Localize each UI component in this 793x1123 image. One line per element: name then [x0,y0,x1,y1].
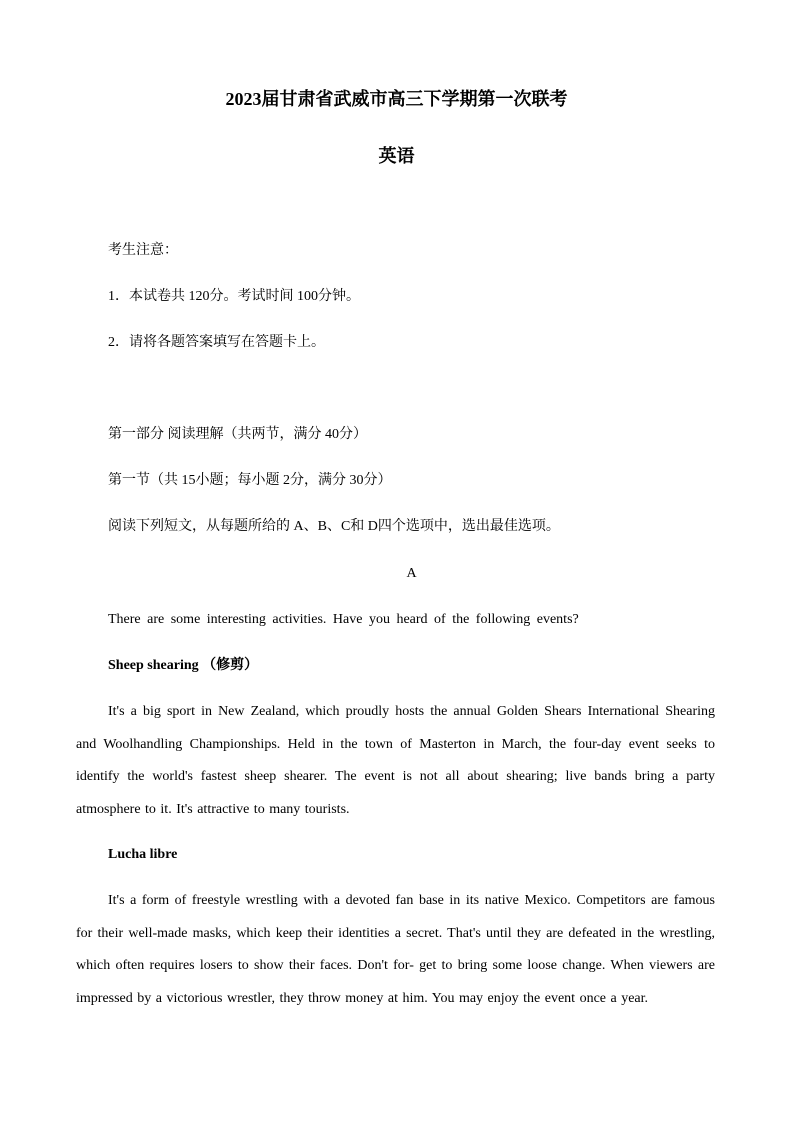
passage-intro: There are some interesting activities. Have you heard of the following events? [108,612,579,627]
part-heading: 第一部分 阅读理解（共两节，满分 40分） [108,427,367,442]
event-paragraph: It's a big sport in New Zealand, which proudly hosts the annual Golden Shears International Shearing and Woolhandling Championships. Held in the town of Masterton in March, the four-day event seeks to identify the world's fastest sheep shearer. The event is not all about shearing; live bands bring a party atmosphere to it. It's attractive to many tourists. [76,704,715,817]
exam-title: 2023届甘肃省武威市高三下学期第一次联考 [225,89,568,109]
event-heading: Sheep shearing （修剪） [108,658,259,673]
subject-title: 英语 [378,146,415,166]
notice-item: 2．请将各题答案填写在答题卡上。 [108,335,325,350]
reading-instructions: 阅读下列短文，从每题所给的 A、B、C和 D四个选项中，选出最佳选项。 [108,519,560,534]
section-heading: 第一节（共 15小题；每小题 2分，满分 30分） [108,473,392,488]
passage-letter: A [406,566,417,581]
event-paragraph: It's a form of freestyle wrestling with a devoted fan base in its native Mexico. Competitors are famous for their well-made masks, which keep their identities a secret. That's until they are defeated in the wrestling, which often requires losers to show their faces. Don't for- get to bring some loose change. When viewers are impressed by a victorious wrestler, they throw money at him. You may enjoy the event once a year. [76,893,715,1006]
notice-label: 考生注意： [108,243,178,258]
event-heading: Lucha libre [108,847,178,862]
notice-item: 1．本试卷共 120分。考试时间 100分钟。 [108,289,360,304]
